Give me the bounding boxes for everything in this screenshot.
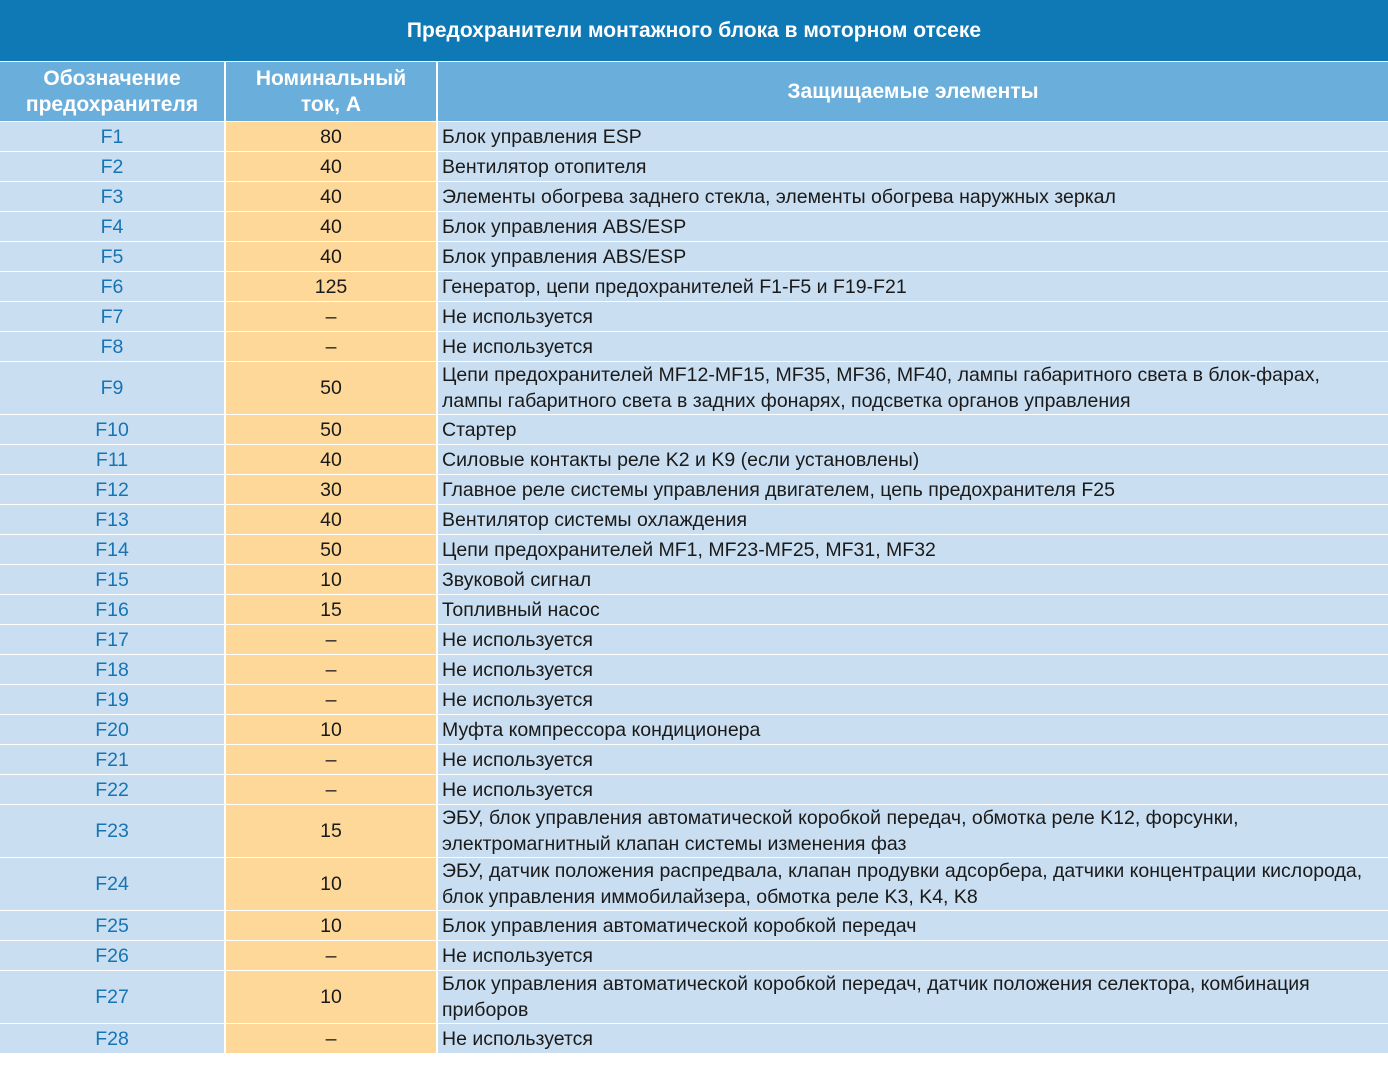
fuse-id: F3 [0, 182, 225, 212]
fuse-id: F21 [0, 745, 225, 775]
table-row [0, 745, 1388, 775]
fuse-current: 15 [225, 595, 437, 625]
fuse-id: F9 [0, 362, 225, 415]
table-row [0, 1024, 1388, 1054]
fuse-description: Не используется [437, 685, 1388, 715]
fuse-current: 40 [225, 445, 437, 475]
fuse-current: 50 [225, 535, 437, 565]
fuse-id: F7 [0, 302, 225, 332]
table-row [0, 182, 1388, 212]
header-current [225, 62, 437, 122]
fuse-description: Блок управления автоматической коробкой передач, датчик положения селектора, комбинация приборов [437, 971, 1388, 1024]
fuse-id: F16 [0, 595, 225, 625]
fuse-current: – [225, 941, 437, 971]
fuse-description: Не используется [437, 775, 1388, 805]
fuse-description: Не используется [437, 1024, 1388, 1054]
fuse-description: ЭБУ, датчик положения распредвала, клапан продувки адсорбера, датчики концентрации кислорода, блок управления иммобилайзера, обмотка реле K3, K4, K8 [437, 858, 1388, 911]
header-designation [0, 62, 225, 122]
fuse-description: Генератор, цепи предохранителей F1-F5 и F19-F21 [437, 272, 1388, 302]
table-row [0, 152, 1388, 182]
fuse-description: Топливный насос [437, 595, 1388, 625]
fuse-description: Блок управления ESP [437, 122, 1388, 152]
header-current-line1: Номинальный [255, 66, 407, 90]
fuse-id: F25 [0, 911, 225, 941]
fuse-id: F4 [0, 212, 225, 242]
fuse-current: 10 [225, 971, 437, 1024]
fuse-description: Вентилятор системы охлаждения [437, 505, 1388, 535]
table-row [0, 595, 1388, 625]
table-row [0, 565, 1388, 595]
fuse-current: 10 [225, 715, 437, 745]
fuse-id: F15 [0, 565, 225, 595]
header-current-line2: ток, А [300, 92, 362, 116]
fuse-description: Цепи предохранителей MF1, MF23-MF25, MF31, MF32 [437, 535, 1388, 565]
fuse-id: F14 [0, 535, 225, 565]
table-title: Предохранители монтажного блока в моторном отсеке [0, 0, 1388, 61]
fuse-current: 40 [225, 152, 437, 182]
fuse-id: F13 [0, 505, 225, 535]
table-row [0, 415, 1388, 445]
fuse-description: Вентилятор отопителя [437, 152, 1388, 182]
fuse-description: Не используется [437, 302, 1388, 332]
fuse-id: F22 [0, 775, 225, 805]
fuse-current: 10 [225, 911, 437, 941]
table-row [0, 655, 1388, 685]
table-row [0, 941, 1388, 971]
table-row [0, 332, 1388, 362]
fuse-current: – [225, 1024, 437, 1054]
fuse-current: 15 [225, 805, 437, 858]
table-row [0, 505, 1388, 535]
fuse-description: Не используется [437, 655, 1388, 685]
fuse-description: Стартер [437, 415, 1388, 445]
table-row [0, 775, 1388, 805]
fuse-description: Не используется [437, 625, 1388, 655]
fuse-description: Цепи предохранителей MF12-MF15, MF35, MF36, MF40, лампы габаритного света в блок-фарах, лампы габаритного света в задних фонарях, подсветка органов управления [437, 362, 1388, 415]
fuse-id: F18 [0, 655, 225, 685]
table-row [0, 625, 1388, 655]
fuse-current: 40 [225, 212, 437, 242]
header-row [0, 62, 1388, 122]
fuse-current: 10 [225, 858, 437, 911]
fuse-current: – [225, 745, 437, 775]
fuse-description: Звуковой сигнал [437, 565, 1388, 595]
fuse-current: 40 [225, 505, 437, 535]
fuse-table [0, 62, 1388, 1054]
table-row [0, 685, 1388, 715]
fuse-description: Блок управления ABS/ESP [437, 212, 1388, 242]
fuse-id: F6 [0, 272, 225, 302]
fuse-description: Блок управления автоматической коробкой передач [437, 911, 1388, 941]
fuse-current: 80 [225, 122, 437, 152]
fuse-description: Не используется [437, 332, 1388, 362]
table-row [0, 362, 1388, 415]
fuse-id: F17 [0, 625, 225, 655]
fuse-current: – [225, 625, 437, 655]
table-row [0, 475, 1388, 505]
fuse-description: Элементы обогрева заднего стекла, элементы обогрева наружных зеркал [437, 182, 1388, 212]
fuse-current: – [225, 332, 437, 362]
table-row [0, 302, 1388, 332]
table-row [0, 122, 1388, 152]
fuse-id: F5 [0, 242, 225, 272]
fuse-current: 40 [225, 242, 437, 272]
table-row [0, 212, 1388, 242]
header-designation-line2: предохранителя [25, 92, 199, 116]
table-row [0, 911, 1388, 941]
fuse-current: – [225, 775, 437, 805]
fuse-current: 50 [225, 362, 437, 415]
table-row [0, 858, 1388, 911]
fuse-description: Блок управления ABS/ESP [437, 242, 1388, 272]
fuse-description: Муфта компрессора кондиционера [437, 715, 1388, 745]
fuse-current: – [225, 685, 437, 715]
fuse-current: 50 [225, 415, 437, 445]
fuse-id: F28 [0, 1024, 225, 1054]
table-row [0, 805, 1388, 858]
fuse-id: F8 [0, 332, 225, 362]
fuse-id: F11 [0, 445, 225, 475]
fuse-description: Не используется [437, 745, 1388, 775]
table-row [0, 535, 1388, 565]
fuse-id: F2 [0, 152, 225, 182]
fuse-current: – [225, 655, 437, 685]
fuse-description: ЭБУ, блок управления автоматической коробкой передач, обмотка реле K12, форсунки, электромагнитный клапан системы изменения фаз [437, 805, 1388, 858]
fuse-id: F23 [0, 805, 225, 858]
fuse-current: 10 [225, 565, 437, 595]
fuse-description: Главное реле системы управления двигателем, цепь предохранителя F25 [437, 475, 1388, 505]
fuse-current: 30 [225, 475, 437, 505]
fuse-id: F10 [0, 415, 225, 445]
fuse-id: F1 [0, 122, 225, 152]
fuse-current: – [225, 302, 437, 332]
table-row [0, 445, 1388, 475]
fuse-id: F20 [0, 715, 225, 745]
header-designation-line1: Обозначение [43, 66, 181, 90]
fuse-current: 125 [225, 272, 437, 302]
fuse-description: Не используется [437, 941, 1388, 971]
fuse-id: F24 [0, 858, 225, 911]
fuse-current: 40 [225, 182, 437, 212]
fuse-id: F26 [0, 941, 225, 971]
header-protected: Защищаемые элементы [437, 62, 1388, 122]
fuse-id: F27 [0, 971, 225, 1024]
table-row [0, 272, 1388, 302]
table-row [0, 971, 1388, 1024]
fuse-id: F12 [0, 475, 225, 505]
table-row [0, 715, 1388, 745]
fuse-description: Силовые контакты реле K2 и K9 (если установлены) [437, 445, 1388, 475]
table-row [0, 242, 1388, 272]
fuse-id: F19 [0, 685, 225, 715]
